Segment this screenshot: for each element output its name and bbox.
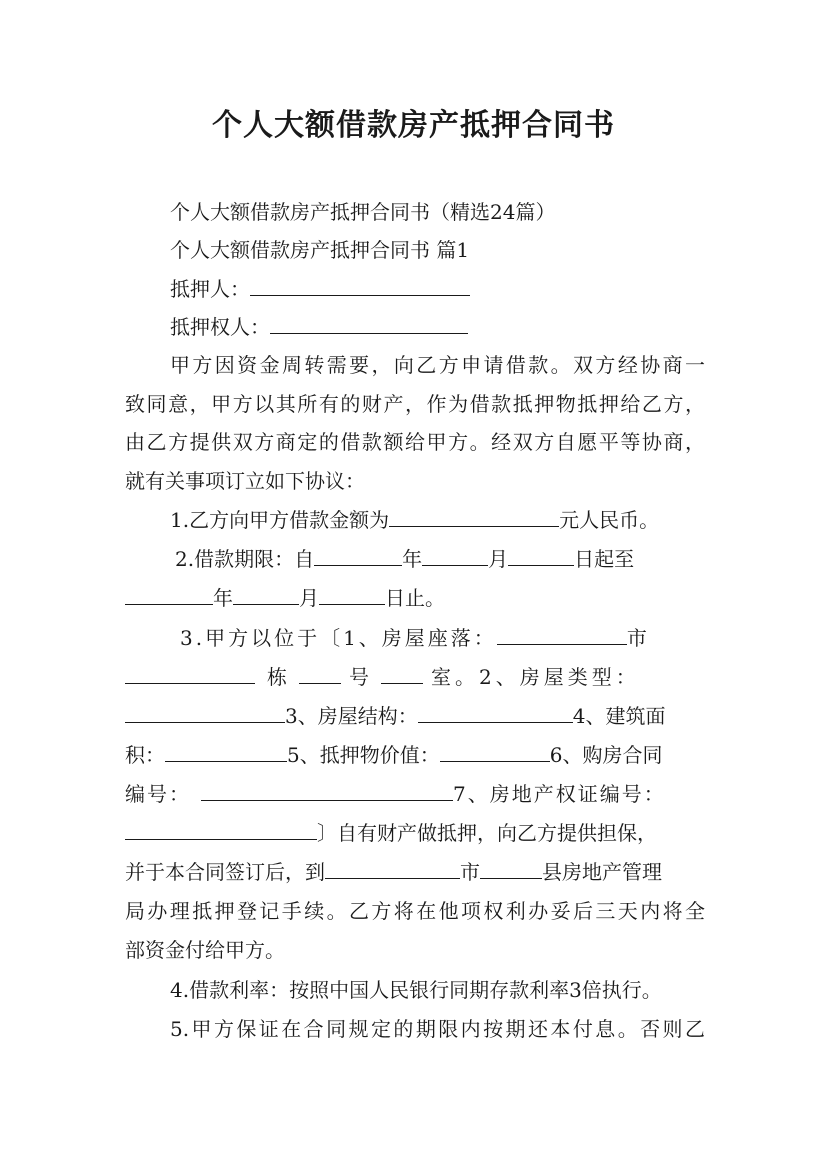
clause-3-line-6 (125, 819, 705, 847)
paragraph-line: 就有关事项订立如下协议： (125, 469, 365, 493)
clause-1-line (125, 506, 705, 534)
certificate-label: 7、房地产权证编号： (453, 782, 666, 806)
clause-1-unit: 元人民币。 (559, 508, 660, 532)
number-label: 号 (349, 665, 373, 689)
house-type-blank (125, 702, 285, 723)
building-label: 栋 (267, 665, 291, 689)
area-label: 4、建筑面 (572, 704, 666, 728)
city-label: 市 (626, 626, 650, 650)
mortgagee-blank (270, 313, 468, 334)
area-blank (165, 741, 287, 762)
contract-number-label: 编号： (125, 782, 191, 806)
clause-3-line-3 (125, 702, 705, 730)
clause-3-line-7 (125, 858, 705, 886)
end-day-blank (319, 584, 385, 605)
clause-5-line: 5.甲方保证在合同规定的期限内按期还本付息。否则乙 (170, 1017, 705, 1041)
location-cont-blank (125, 663, 255, 684)
contract-number-blank (201, 780, 453, 801)
value-label: 5、抵押物价值： (287, 743, 440, 767)
section-heading: 个人大额借款房产抵押合同书 篇1 (170, 238, 470, 262)
paragraph-line: 甲方因资金周转需要，向乙方申请借款。双方经协商一 (170, 353, 705, 377)
start-year-blank (314, 545, 402, 566)
clause-2-line (125, 545, 705, 573)
structure-label: 3、房屋结构： (285, 704, 418, 728)
end-year-blank (125, 584, 213, 605)
clause-2-cont-line (125, 584, 705, 612)
clause-3-text: 3.甲方以位于〔1、房屋座落： (180, 626, 497, 650)
loan-amount-blank (389, 506, 559, 527)
year-label: 年 (402, 547, 423, 571)
subtitle-line: 个人大额借款房产抵押合同书（精选24篇） (170, 200, 556, 224)
location-blank (497, 624, 627, 645)
clause-1-text: 1.乙方向甲方借款金额为 (170, 508, 390, 532)
start-day-blank (508, 545, 574, 566)
end-label: 日止。 (385, 586, 445, 610)
registration-city-blank (325, 858, 460, 879)
guarantee-text: 〕自有财产做抵押，向乙方提供担保， (317, 821, 657, 845)
mortgagee-line (125, 313, 705, 341)
clause-3-line-4 (125, 741, 705, 769)
value-blank (440, 741, 550, 762)
registration-text: 并于本合同签订后，到 (125, 860, 325, 884)
year-label: 年 (213, 586, 233, 610)
mortgagor-blank (250, 275, 470, 296)
paragraph-line: 部资金付给甲方。 (125, 938, 285, 962)
month-label: 月 (299, 586, 319, 610)
clause-4-line: 4.借款利率：按照中国人民银行同期存款利率3倍执行。 (170, 978, 662, 1002)
contract-label: 6、购房合同 (549, 743, 663, 767)
clause-3-line (125, 624, 705, 652)
structure-blank (418, 702, 573, 723)
mortgagee-label: 抵押权人： (170, 315, 270, 339)
start-month-blank (422, 545, 488, 566)
paragraph-line: 由乙方提供双方商定的借款额给甲方。经双方自愿平等协商， (125, 430, 705, 454)
room-blank (381, 663, 423, 684)
clause-3-line-5 (125, 780, 705, 808)
paragraph-line: 致同意，甲方以其所有的财产，作为借款抵押物抵押给乙方， (125, 392, 705, 416)
certificate-blank (125, 819, 317, 840)
month-label: 月 (488, 547, 509, 571)
end-month-blank (233, 584, 299, 605)
clause-2-text: 2.借款期限：自 (175, 547, 315, 571)
building-blank (299, 663, 341, 684)
mortgagor-line (125, 275, 705, 303)
paragraph-line: 局办理抵押登记手续。乙方将在他项权利办妥后三天内将全 (125, 899, 705, 923)
document-title: 个人大额借款房产抵押合同书 (212, 108, 615, 143)
registration-county-blank (480, 858, 542, 879)
start-label: 日起至 (574, 547, 635, 571)
area-label-cont: 积： (125, 743, 165, 767)
clause-3-line-2 (125, 663, 705, 691)
mortgagor-label: 抵押人： (170, 277, 250, 301)
county-label: 县房地产管理 (542, 860, 662, 884)
city-label: 市 (460, 860, 480, 884)
room-type-label: 室。2、房屋类型： (431, 665, 640, 689)
